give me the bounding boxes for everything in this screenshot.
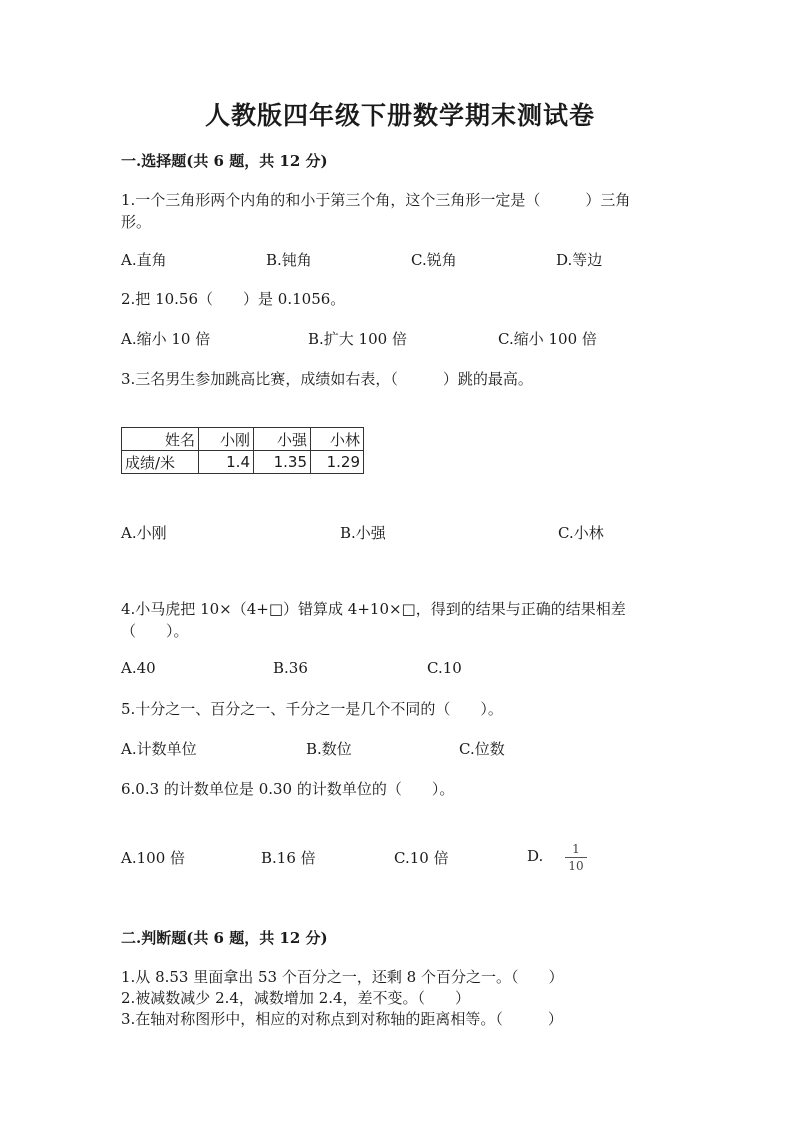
table-row-label: 成绩/米 <box>122 451 199 474</box>
q3-text: 3.三名男生参加跳高比赛，成绩如右表，（ ）跳的最高。 <box>121 370 533 388</box>
q2-option-b: B.扩大 100 倍 <box>308 330 407 348</box>
judge-item-1: 1.从 8.53 里面拿出 53 个百分之一，还剩 8 个百分之一。（ ） <box>121 968 564 986</box>
fraction-bar <box>565 857 587 858</box>
table-header-name: 姓名 <box>122 428 199 451</box>
q6-option-d: D. <box>527 847 544 865</box>
q4-option-c: C.10 <box>427 659 462 677</box>
q6-option-d-fraction <box>565 842 587 873</box>
q5-text: 5.十分之一、百分之一、千分之一是几个不同的（ ）。 <box>121 700 503 718</box>
q2-text: 2.把 10.56（ ）是 0.1056。 <box>121 290 346 308</box>
section1-heading: 一.选择题(共 6 题，共 12 分) <box>121 152 328 170</box>
q4-option-a: A.40 <box>121 659 156 677</box>
q5-option-a: A.计数单位 <box>121 740 197 758</box>
q3-option-b: B.小强 <box>340 524 386 542</box>
score-table-data-row <box>122 451 364 474</box>
q1-text-line1: 1.一个三角形两个内角的和小于第三个角，这个三角形一定是（ ）三角 <box>121 191 631 209</box>
q2-option-c: C.缩小 100 倍 <box>498 330 597 348</box>
q5-option-b: B.数位 <box>306 740 352 758</box>
judge-item-3: 3.在轴对称图形中，相应的对称点到对称轴的距离相等。（ ） <box>121 1010 563 1028</box>
section2-heading: 二.判断题(共 6 题，共 12 分) <box>121 929 328 947</box>
judge-item-2: 2.被减数减少 2.4，减数增加 2.4，差不变。（ ） <box>121 989 471 1007</box>
table-header-xiaolin: 小林 <box>311 428 364 451</box>
q6-option-a: A.100 倍 <box>121 849 185 867</box>
q1-option-c: C.锐角 <box>411 251 457 269</box>
score-table <box>121 427 364 474</box>
q4-text-line2: （ ）。 <box>121 622 189 640</box>
page-title: 人教版四年级下册数学期末测试卷 <box>204 101 595 130</box>
table-header-xiaogang: 小刚 <box>199 428 254 451</box>
q1-option-b: B.钝角 <box>266 251 312 269</box>
q3-option-a: A.小刚 <box>121 524 167 542</box>
q6-text: 6.0.3 的计数单位是 0.30 的计数单位的（ ）。 <box>121 780 455 798</box>
q4-option-b: B.36 <box>273 659 308 677</box>
q4-text-line1: 4.小马虎把 10×（4+□）错算成 4+10×□，得到的结果与正确的结果相差 <box>121 600 626 618</box>
q1-text-line2: 形。 <box>121 213 152 231</box>
q2-option-a: A.缩小 10 倍 <box>121 330 211 348</box>
table-cell-xiaogang: 1.4 <box>199 451 254 474</box>
fraction-numerator: 1 <box>572 842 580 856</box>
q3-option-c: C.小林 <box>558 524 604 542</box>
table-cell-xiaoqiang: 1.35 <box>254 451 311 474</box>
q1-option-a: A.直角 <box>121 251 167 269</box>
q5-option-c: C.位数 <box>459 740 505 758</box>
q6-option-b: B.16 倍 <box>261 849 316 867</box>
q1-option-d: D.等边 <box>556 251 603 269</box>
table-cell-xiaolin: 1.29 <box>311 451 364 474</box>
score-table-header-row <box>122 428 364 451</box>
fraction-denominator: 10 <box>568 859 584 873</box>
table-header-xiaoqiang: 小强 <box>254 428 311 451</box>
q6-option-c: C.10 倍 <box>394 849 449 867</box>
